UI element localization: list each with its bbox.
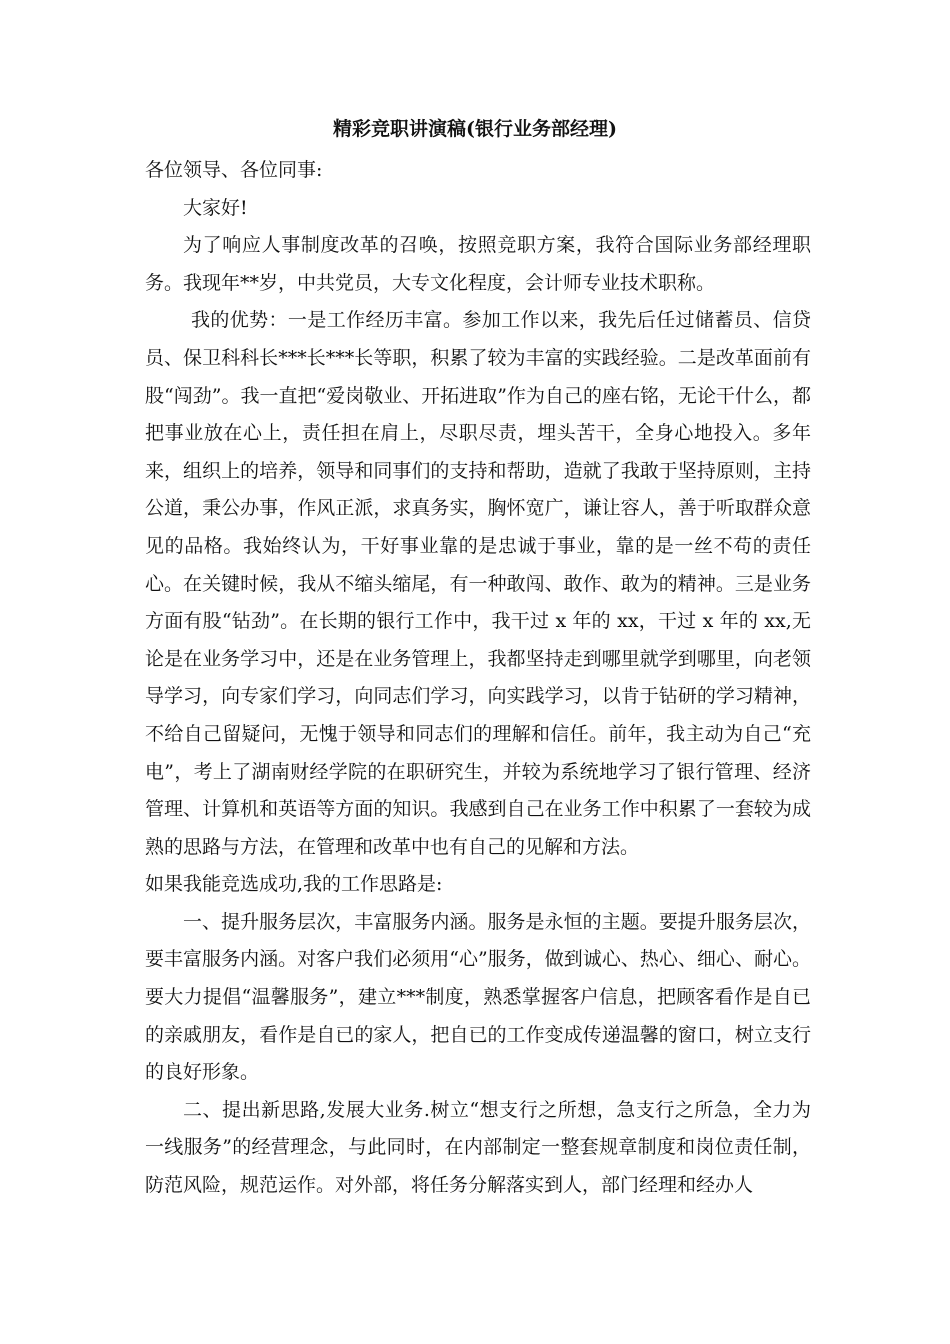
paragraph-plan-two: 二、提出新思路,发展大业务.树立“想支行之所想，急支行之所急，全力为一线服务”的经营理念，与此同时，在内部制定一整套规章制度和岗位责任制，防范风险，规范运作。对外部，将任务分解落实到人，部门经理和经办人 bbox=[145, 1098, 811, 1197]
paragraph-intro: 为了响应人事制度改革的召唤，按照竞职方案，我符合国际业务部经理职务。我现年**岁，中共党员，大专文化程度，会计师专业技术职称。 bbox=[145, 234, 811, 294]
paragraph-plan-one: 一、提升服务层次，丰富服务内涵。服务是永恒的主题。要提升服务层次，要丰富服务内涵。对客户我们必须用“心”服务，做到诚心、热心、细心、耐心。要大力提倡“温馨服务”，建立***制度，熟悉掌握客户信息，把顾客看作是自已的亲戚朋友，看作是自已的家人，把自已的工作变成传递温馨的窗口，树立支行的良好形象。 bbox=[145, 910, 811, 1084]
paragraph-strengths: 我的优势：一是工作经历丰富。参加工作以来，我先后任过储蓄员、信贷员、保卫科科长***长***长等职，积累了较为丰富的实践经验。二是改革面前有股“闯劲”。我一直把“爱岗敬业、开拓进取”作为自己的座右铭，无论干什么，都把事业放在心上，责任担在肩上，尽职尽责，埋头苦干，全身心地投入。多年来，组织上的培养，领导和同事们的支持和帮助，造就了我敢于坚持原则，主持公道，秉公办事，作风正派，求真务实，胸怀宽广，谦让容人，善于听取群众意见的品格。我始终认为，干好事业靠的是忠诚于事业，靠的是一丝不苟的责任心。在关键时候，我从不缩头缩尾，有一种敢闯、敢作、敢为的精神。三是业务方面有股“钻劲”。在长期的银行工作中，我干过 x 年的 xx，干过 x 年的 xx,无论是在业务学习中，还是在业务管理上，我都坚持走到哪里就学到哪里，向老领导学习，向专家们学习，向同志们学习，向实践学习，以肯于钻研的学习精神，不给自己留疑问，无愧于领导和同志们的理解和信任。前年，我主动为自己“充电”，考上了湖南财经学院的在职研究生，并较为系统地学习了银行管理、经济管理、计算机和英语等方面的知识。我感到自己在业务工作中积累了一套较为成熟的思路与方法，在管理和改革中也有自己的见解和方法。 bbox=[145, 309, 811, 858]
document-body bbox=[145, 152, 811, 1205]
paragraph-work-plan-heading: 如果我能竞选成功,我的工作思路是: bbox=[145, 873, 443, 896]
greeting: 大家好! bbox=[183, 196, 248, 219]
document-title: 精彩竞职讲演稿(银行业务部经理) bbox=[333, 118, 617, 140]
salutation: 各位领导、各位同事: bbox=[145, 159, 323, 181]
